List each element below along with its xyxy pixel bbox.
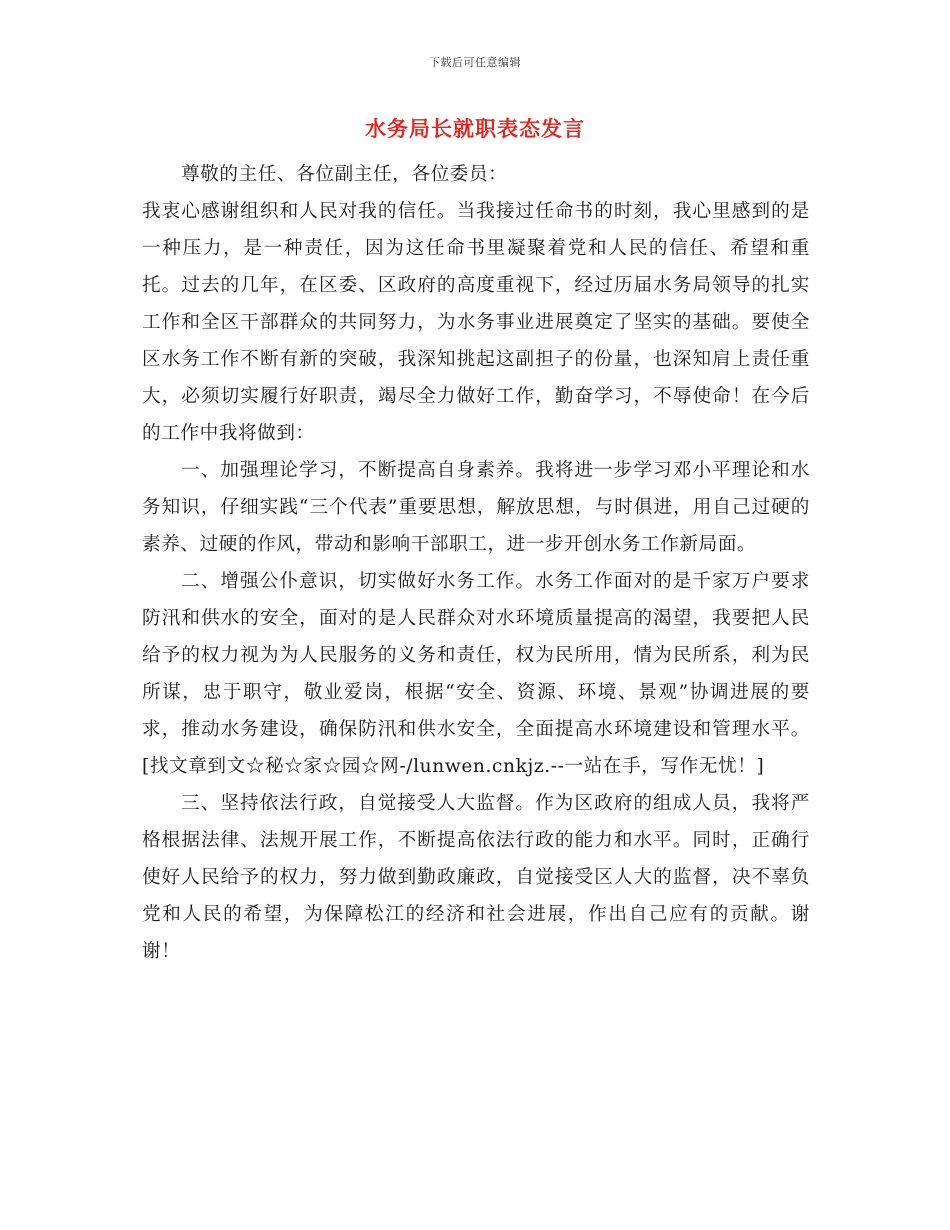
header-note: 下载后可任意编辑 <box>429 56 521 69</box>
point-two-paragraph: 二、增强公仆意识，切实做好水务工作。水务工作面对的是千家万户要求防汛和供水的安全，面对的是人民群众对水环境质量提高的渴望，我要把人民给予的权力视为为人民服务的义务和责任，权为民所用，情为民所系，利为民所谋，忠于职守，敬业爱岗，根据“安全、资源、环境、景观”协调进展的要求，推动水务建设，确保防汛和供水安全，全面提高水环境建设和管理水平。[找文章到文☆秘☆家☆园☆网-/lunwen.cnkjz.--一站在手，写作无忧！] <box>142 571 810 777</box>
salutation-paragraph: 尊敬的主任、各位副主任，各位委员： <box>181 164 508 185</box>
point-three-paragraph: 三、坚持依法行政，自觉接受人大监督。作为区政府的组成人员，我将严格根据法律、法规开展工作，不断提高依法行政的能力和水平。同时，正确行使好人民给予的权力，努力做到勤政廉政，自觉接受区人大的监督，决不辜负党和人民的希望，为保障松江的经济和社会进展，作出自己应有的贡献。谢谢！ <box>142 793 810 962</box>
point-one-paragraph: 一、加强理论学习，不断提高自身素养。我将进一步学习邓小平理论和水务知识，仔细实践“三个代表”重要思想，解放思想，与时俱进，用自己过硬的素养、过硬的作风，带动和影响干部职工，进一步开创水务工作新局面。 <box>142 460 810 555</box>
opening-paragraph: 我衷心感谢组织和人民对我的信任。当我接过任命书的时刻，我心里感到的是一种压力，是一种责任，因为这任命书里凝聚着党和人民的信任、希望和重托。过去的几年，在区委、区政府的高度重视下，经过历届水务局领导的扎实工作和全区干部群众的共同努力，为水务事业进展奠定了坚实的基础。要使全区水务工作不断有新的突破，我深知挑起这副担子的份量，也深知肩上责任重大，必须切实履行好职责，竭尽全力做好工作，勤奋学习，不辱使命！在今后的工作中我将做到： <box>142 201 810 444</box>
document-body <box>142 156 810 970</box>
document-title: 水务局长就职表态发言 <box>365 117 585 141</box>
